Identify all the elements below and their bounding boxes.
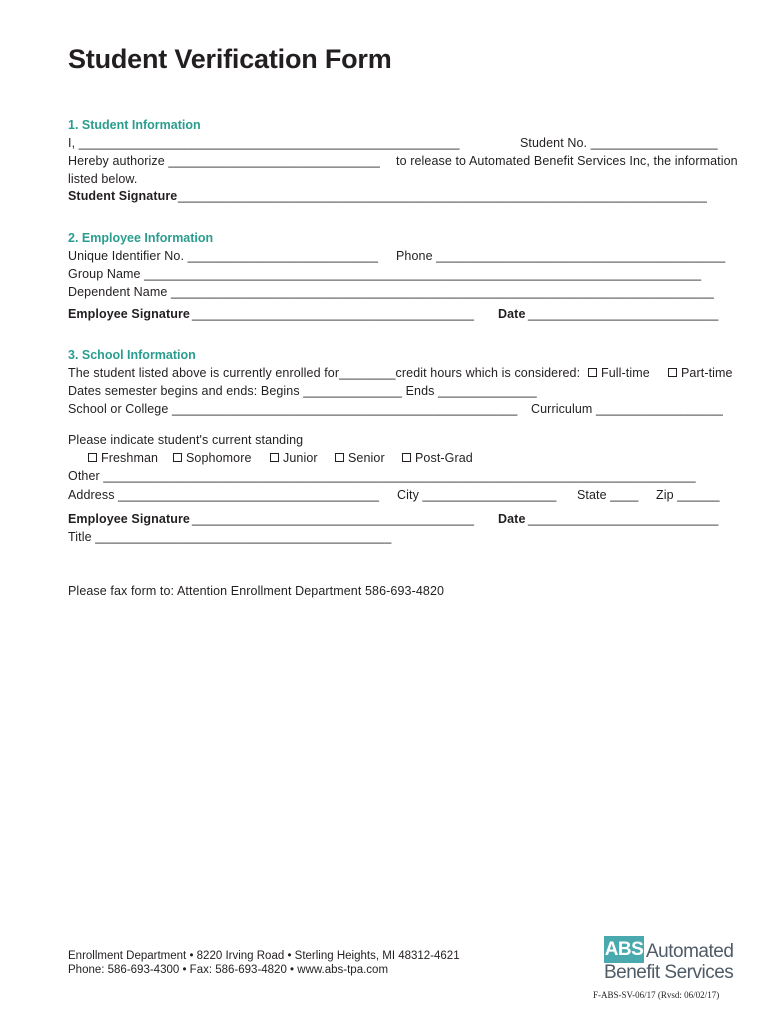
student-name-field[interactable]: I, ______________________________________________________ xyxy=(68,136,460,150)
authorize-field[interactable]: Hereby authorize ______________________________ xyxy=(68,154,380,168)
section-heading-school: 3. School Information xyxy=(68,348,196,362)
logo-text-benefit-services: Benefit Services xyxy=(604,962,734,983)
employee-date-label: Date xyxy=(498,307,526,321)
sophomore-label: Sophomore xyxy=(186,451,252,465)
city-field[interactable]: City ___________________ xyxy=(397,488,557,502)
school-college-field[interactable]: School or College _________________________________________________ xyxy=(68,402,518,416)
group-name-field[interactable]: Group Name _______________________________________________________________________________ xyxy=(68,267,702,281)
postgrad-label: Post-Grad xyxy=(415,451,473,465)
employee-date-field[interactable]: ___________________________ xyxy=(528,307,719,321)
school-date-label: Date xyxy=(498,512,526,526)
section-heading-student: 1. Student Information xyxy=(68,118,201,132)
state-field[interactable]: State ____ xyxy=(577,488,639,502)
junior-checkbox[interactable] xyxy=(270,453,279,462)
freshman-label: Freshman xyxy=(101,451,159,465)
phone-field[interactable]: Phone _________________________________________ xyxy=(396,249,726,263)
freshman-checkbox[interactable] xyxy=(88,453,97,462)
fulltime-label: Full-time xyxy=(601,366,650,380)
fulltime-option[interactable] xyxy=(588,366,650,380)
parttime-label: Part-time xyxy=(681,366,733,380)
parttime-option[interactable] xyxy=(668,366,733,380)
sophomore-checkbox[interactable] xyxy=(173,453,182,462)
form-code: F-ABS-SV-06/17 (Rvsd: 06/02/17) xyxy=(593,990,720,1000)
school-employee-signature-field[interactable]: ________________________________________ xyxy=(192,512,475,526)
zip-field[interactable]: Zip ______ xyxy=(656,488,720,502)
parttime-checkbox[interactable] xyxy=(668,368,677,377)
abs-logo-mark: ABS xyxy=(604,936,644,963)
other-field[interactable]: Other ____________________________________________________________________________________ xyxy=(68,469,696,483)
postgrad-checkbox[interactable] xyxy=(402,453,411,462)
student-no-field[interactable]: Student No. __________________ xyxy=(520,136,718,150)
dependent-name-field[interactable]: Dependent Name _____________________________________________________________________________ xyxy=(68,285,714,299)
logo-text-automated: Automated xyxy=(646,941,734,962)
employee-signature-field[interactable]: ________________________________________ xyxy=(192,307,475,321)
fulltime-checkbox[interactable] xyxy=(588,368,597,377)
address-field[interactable]: Address _____________________________________ xyxy=(68,488,380,502)
junior-option[interactable] xyxy=(270,451,318,465)
school-date-field[interactable]: ___________________________ xyxy=(528,512,719,526)
employee-signature-label: Employee Signature xyxy=(68,307,190,321)
curriculum-field[interactable]: Curriculum __________________ xyxy=(531,402,723,416)
senior-label: Senior xyxy=(348,451,385,465)
release-text: to release to Automated Benefit Services Inc, the information xyxy=(396,154,738,168)
student-signature-label: Student Signature xyxy=(68,189,178,203)
enrolled-credit-hours-field[interactable]: The student listed above is currently enrolled for________credit hours which is considered: xyxy=(68,366,581,380)
standing-prompt: Please indicate student's current standing xyxy=(68,433,304,447)
page-title: Student Verification Form xyxy=(68,44,392,74)
junior-label: Junior xyxy=(283,451,318,465)
senior-checkbox[interactable] xyxy=(335,453,344,462)
senior-option[interactable] xyxy=(335,451,385,465)
footer-contact: Phone: 586-693-4300 • Fax: 586-693-4820 • www.abs-tpa.com xyxy=(68,964,389,976)
unique-id-field[interactable]: Unique Identifier No. ___________________________ xyxy=(68,249,379,263)
footer-address: Enrollment Department • 8220 Irving Road • Sterling Heights, MI 48312-4621 xyxy=(68,950,460,962)
sophomore-option[interactable] xyxy=(173,451,252,465)
section-heading-employee: 2. Employee Information xyxy=(68,231,214,245)
school-employee-signature-label: Employee Signature xyxy=(68,512,190,526)
listed-below-text: listed below. xyxy=(68,172,138,186)
title-field[interactable]: Title __________________________________________ xyxy=(68,530,392,544)
fax-instructions: Please fax form to: Attention Enrollment Department 586-693-4820 xyxy=(68,584,445,598)
semester-dates-field[interactable]: Dates semester begins and ends: Begins ______________ Ends ______________ xyxy=(68,384,537,398)
student-signature-field[interactable]: ___________________________________________________________________________ xyxy=(178,189,707,203)
postgrad-option[interactable] xyxy=(402,451,473,465)
freshman-option[interactable] xyxy=(88,451,158,465)
